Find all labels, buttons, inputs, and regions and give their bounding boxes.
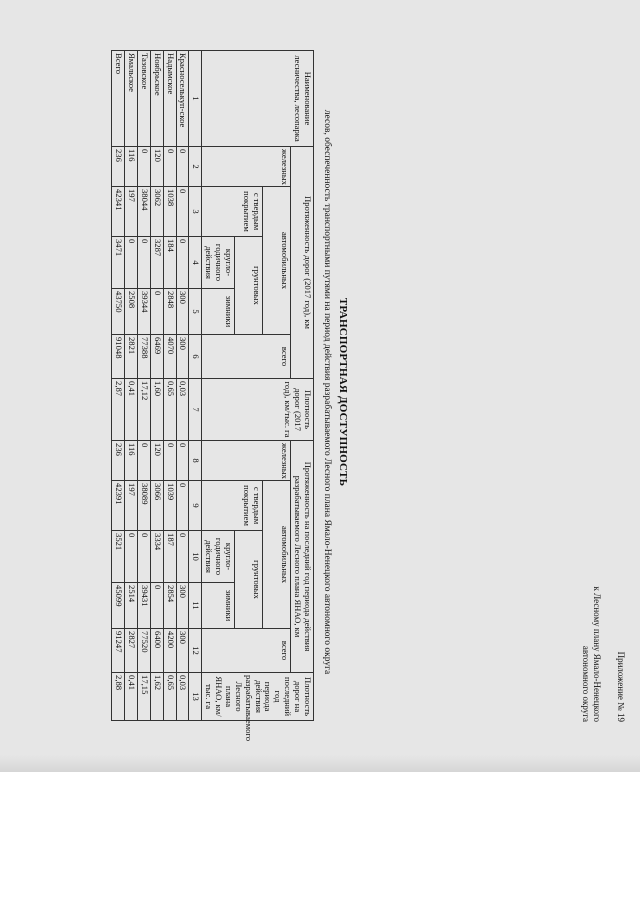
table-cell: 38044 <box>138 187 151 237</box>
table-cell: 120 <box>150 147 163 187</box>
header-total-last: всего <box>202 629 291 673</box>
header-auto-2017: автомобильных <box>263 187 291 335</box>
table-cell: 197 <box>125 187 138 237</box>
table-cell: 236 <box>112 441 125 481</box>
header-rail-2017: железных <box>202 147 291 187</box>
table-cell: 197 <box>125 481 138 531</box>
table-cell: 0 <box>138 147 151 187</box>
table-row <box>163 51 176 721</box>
table-cell: 91247 <box>112 629 125 673</box>
table-cell: 0,65 <box>163 673 176 721</box>
table-cell: 0 <box>125 237 138 289</box>
table-cell: 0 <box>138 531 151 583</box>
table-cell: 2508 <box>125 289 138 335</box>
document-title: ТРАНСПОРТНАЯ ДОСТУПНОСТЬ <box>337 297 349 487</box>
table-cell: 6469 <box>150 335 163 379</box>
table-cell: 2827 <box>125 629 138 673</box>
header-density-2017: Плотность дорог (2017 год), км/тыс. га <box>202 379 314 441</box>
column-number: 11 <box>189 583 202 629</box>
column-number: 1 <box>189 51 202 147</box>
table-cell: 4070 <box>163 335 176 379</box>
column-number: 3 <box>189 187 202 237</box>
table-cell: 0 <box>176 531 189 583</box>
appendix-ref-line2: автономного округа <box>580 645 591 722</box>
column-number: 9 <box>189 481 202 531</box>
header-auto-last: автомобильных <box>263 481 291 629</box>
table-cell: 6400 <box>150 629 163 673</box>
header-length-2017: Протяженность дорог (2017 год), км <box>291 147 314 379</box>
table-cell: 0,65 <box>163 379 176 441</box>
header-ground-last: грунтовых <box>235 531 263 629</box>
table-cell: 0 <box>176 441 189 481</box>
table-cell: 300 <box>176 629 189 673</box>
appendix-ref-line1: к Лесному плану Ямало-Ненецкого <box>592 586 603 722</box>
transport-accessibility-table <box>111 50 314 742</box>
header-hard-last: с твердым покрытием <box>202 481 263 531</box>
table-cell: 0 <box>176 481 189 531</box>
table-cell: 39344 <box>138 289 151 335</box>
table-cell: 42391 <box>112 481 125 531</box>
table-cell: 2821 <box>125 335 138 379</box>
document-subtitle: лесов, обеспеченность транспортными путями на период действия разрабатываемого Лесного плана Ямало-Ненецкого автономного округа <box>322 109 332 675</box>
table-cell: 0 <box>138 441 151 481</box>
table-cell: 3471 <box>112 237 125 289</box>
column-number: 8 <box>189 441 202 481</box>
table-cell: 39431 <box>138 583 151 629</box>
forestry-name: Ноябрьское <box>150 51 163 147</box>
table-cell: 0 <box>176 187 189 237</box>
forestry-name: Всего <box>112 51 125 147</box>
table-cell: 0 <box>176 237 189 289</box>
table-cell: 236 <box>112 147 125 187</box>
table-cell: 0 <box>150 583 163 629</box>
table-cell: 0 <box>163 441 176 481</box>
table-cell: 300 <box>176 335 189 379</box>
forestry-name: Ямальское <box>125 51 138 147</box>
header-density-last-year: Плотность дорог на последний год периода действия разрабатываемого Лесного плана ЯНАО, км/тыс. га <box>202 673 314 721</box>
table-row <box>176 51 189 721</box>
column-number: 4 <box>189 237 202 289</box>
header-length-last-year: Протяженность на последний год периода действия разрабатываемого Лесного плана ЯНАО, км <box>291 441 314 673</box>
forestry-name: Надымское <box>163 51 176 147</box>
forestry-name: Тазовское <box>138 51 151 147</box>
header-yearround-2017: кругло-годичного действия <box>202 237 235 289</box>
table-body <box>112 51 189 721</box>
table-cell: 1039 <box>163 481 176 531</box>
table-cell: 38089 <box>138 481 151 531</box>
table-cell: 0,03 <box>176 379 189 441</box>
header-hard-2017: с твердым покрытием <box>202 187 263 237</box>
table-row <box>125 51 138 721</box>
table-cell: 3066 <box>150 481 163 531</box>
table-cell: 184 <box>163 237 176 289</box>
header-rail-last: железных <box>202 441 291 481</box>
rotated-document <box>72 12 632 772</box>
table-cell: 42341 <box>112 187 125 237</box>
header-yearround-last: кругло-годичного действия <box>202 531 235 583</box>
table-cell: 116 <box>125 147 138 187</box>
table-cell: 4200 <box>163 629 176 673</box>
header-name: Наименование лесничества, лесопарка <box>202 51 314 147</box>
table-cell: 300 <box>176 289 189 335</box>
column-number: 10 <box>189 531 202 583</box>
table-cell: 91048 <box>112 335 125 379</box>
column-number: 2 <box>189 147 202 187</box>
header-winter-2017: зимники <box>202 289 235 335</box>
table-cell: 1038 <box>163 187 176 237</box>
table-cell: 187 <box>163 531 176 583</box>
table-cell: 3062 <box>150 187 163 237</box>
appendix-header <box>579 422 626 722</box>
table-cell: 2,88 <box>112 673 125 721</box>
table-cell: 2854 <box>163 583 176 629</box>
column-number: 13 <box>189 673 202 721</box>
table-cell: 0,41 <box>125 673 138 721</box>
column-number: 7 <box>189 379 202 441</box>
table-row <box>112 51 125 721</box>
header-ground-2017: грунтовых <box>235 237 263 335</box>
table-cell: 0 <box>150 289 163 335</box>
table-cell: 1,60 <box>150 379 163 441</box>
column-number: 6 <box>189 335 202 379</box>
table-cell: 3521 <box>112 531 125 583</box>
table-cell: 1,62 <box>150 673 163 721</box>
header-total-2017: всего <box>202 335 291 379</box>
table-cell: 120 <box>150 441 163 481</box>
column-number-row <box>189 51 202 721</box>
table-cell: 77388 <box>138 335 151 379</box>
table-cell: 0,03 <box>176 673 189 721</box>
table-cell: 2848 <box>163 289 176 335</box>
column-number: 12 <box>189 629 202 673</box>
table-cell: 116 <box>125 441 138 481</box>
table-row <box>150 51 163 721</box>
table-cell: 300 <box>176 583 189 629</box>
table-cell: 2,87 <box>112 379 125 441</box>
forestry-name: Красноселькуп-ское <box>176 51 189 147</box>
table-cell: 17,12 <box>138 379 151 441</box>
table-cell: 0 <box>163 147 176 187</box>
column-number: 5 <box>189 289 202 335</box>
table-cell: 2514 <box>125 583 138 629</box>
table-cell: 0 <box>176 147 189 187</box>
table-cell: 77520 <box>138 629 151 673</box>
table-row <box>138 51 151 721</box>
table-cell: 43750 <box>112 289 125 335</box>
table-cell: 17,15 <box>138 673 151 721</box>
appendix-number: Приложение № 19 <box>616 651 626 722</box>
table-cell: 0 <box>125 531 138 583</box>
header-winter-last: зимники <box>202 583 235 629</box>
table-cell: 3287 <box>150 237 163 289</box>
table-cell: 3334 <box>150 531 163 583</box>
table-cell: 0 <box>138 237 151 289</box>
table-cell: 0,41 <box>125 379 138 441</box>
table-cell: 45099 <box>112 583 125 629</box>
